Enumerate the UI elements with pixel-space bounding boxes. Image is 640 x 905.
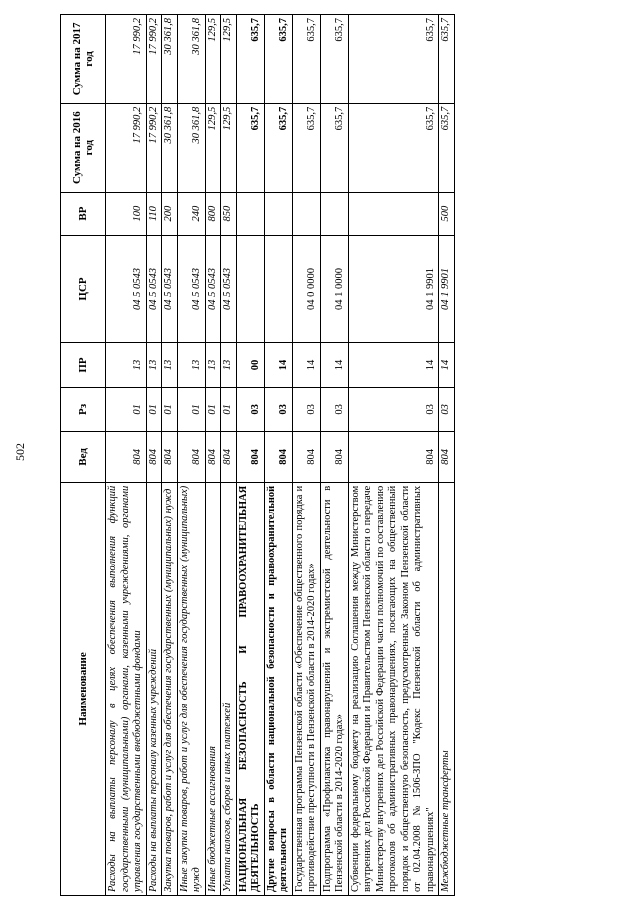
cell-pr: 14 bbox=[292, 343, 320, 387]
cell-name: Расходы на выплаты персоналу казенных учреждений bbox=[146, 482, 162, 895]
cell-sum2017: 635,7 bbox=[236, 15, 264, 104]
cell-name: Иные закупки товаров, работ и услуг для обеспечения государственных (муниципальных) нужд bbox=[177, 482, 205, 895]
cell-name: Уплата налогов, сборов и иных платежей bbox=[221, 482, 237, 895]
cell-sum2017: 129,5 bbox=[205, 15, 221, 104]
cell-csr bbox=[264, 235, 292, 343]
table-row bbox=[292, 15, 320, 896]
table-row bbox=[439, 15, 455, 896]
cell-rz: 01 bbox=[106, 387, 147, 431]
header-name: Наименование bbox=[61, 482, 106, 895]
cell-ved: 804 bbox=[177, 432, 205, 483]
cell-sum2017: 30 361,8 bbox=[162, 15, 178, 104]
cell-vr: 800 bbox=[205, 192, 221, 235]
table-row bbox=[348, 15, 439, 896]
cell-csr: 04 5 0543 bbox=[146, 235, 162, 343]
cell-vr bbox=[320, 192, 348, 235]
cell-pr: 14 bbox=[439, 343, 455, 387]
cell-sum2017: 635,7 bbox=[348, 15, 439, 104]
cell-csr: 04 5 0543 bbox=[221, 235, 237, 343]
cell-vr: 110 bbox=[146, 192, 162, 235]
cell-sum2016: 635,7 bbox=[264, 103, 292, 192]
cell-sum2016: 635,7 bbox=[236, 103, 264, 192]
cell-rz: 03 bbox=[292, 387, 320, 431]
cell-rz: 01 bbox=[162, 387, 178, 431]
cell-sum2017: 635,7 bbox=[320, 15, 348, 104]
cell-vr: 100 bbox=[106, 192, 147, 235]
cell-ved: 804 bbox=[264, 432, 292, 483]
table-row bbox=[264, 15, 292, 896]
cell-sum2017: 30 361,8 bbox=[177, 15, 205, 104]
cell-sum2016: 17 990,2 bbox=[106, 103, 147, 192]
cell-vr bbox=[292, 192, 320, 235]
cell-name: Расходы на выплаты персоналу в целях обеспечения выполнения функций государственными (муниципальными) органами, казенными учреждениями, органами управления государственными внебюджетными фондами bbox=[106, 482, 147, 895]
table-row bbox=[177, 15, 205, 896]
cell-sum2016: 129,5 bbox=[205, 103, 221, 192]
cell-rz: 01 bbox=[205, 387, 221, 431]
cell-csr: 04 5 0543 bbox=[162, 235, 178, 343]
cell-sum2017: 635,7 bbox=[292, 15, 320, 104]
cell-name: Другие вопросы в области национальной безопасности и правоохранительной деятельности bbox=[264, 482, 292, 895]
cell-rz: 03 bbox=[264, 387, 292, 431]
cell-csr: 04 1 9901 bbox=[348, 235, 439, 343]
cell-ved: 804 bbox=[439, 432, 455, 483]
cell-pr: 14 bbox=[264, 343, 292, 387]
cell-rz: 03 bbox=[320, 387, 348, 431]
header-csr: ЦСР bbox=[61, 235, 106, 343]
header-rz: Рз bbox=[61, 387, 106, 431]
cell-sum2017: 635,7 bbox=[264, 15, 292, 104]
cell-name: Государственная программа Пензенской области «Обеспечение общественного порядка и противодействие преступности в Пензенской области в 2014-2020 годах» bbox=[292, 482, 320, 895]
cell-sum2016: 30 361,8 bbox=[177, 103, 205, 192]
cell-sum2016: 635,7 bbox=[348, 103, 439, 192]
cell-ved: 804 bbox=[221, 432, 237, 483]
cell-vr bbox=[236, 192, 264, 235]
cell-rz: 03 bbox=[348, 387, 439, 431]
cell-vr: 850 bbox=[221, 192, 237, 235]
cell-pr: 13 bbox=[205, 343, 221, 387]
cell-pr: 13 bbox=[177, 343, 205, 387]
table-row bbox=[320, 15, 348, 896]
cell-ved: 804 bbox=[320, 432, 348, 483]
cell-sum2017: 635,7 bbox=[439, 15, 455, 104]
budget-table bbox=[60, 14, 455, 896]
header-vr: ВР bbox=[61, 192, 106, 235]
cell-ved: 804 bbox=[146, 432, 162, 483]
cell-vr bbox=[264, 192, 292, 235]
table-row bbox=[236, 15, 264, 896]
cell-csr: 04 0 0000 bbox=[292, 235, 320, 343]
cell-ved: 804 bbox=[236, 432, 264, 483]
cell-ved: 804 bbox=[292, 432, 320, 483]
header-ved: Вед bbox=[61, 432, 106, 483]
page-number: 502 bbox=[13, 443, 27, 462]
cell-rz: 01 bbox=[221, 387, 237, 431]
cell-sum2017: 17 990,2 bbox=[106, 15, 147, 104]
header-row bbox=[61, 15, 106, 896]
table-row bbox=[146, 15, 162, 896]
cell-name: Подпрограмма «Профилактика правонарушений и экстремистской деятельности в Пензенской области в 2014-2020 годах» bbox=[320, 482, 348, 895]
cell-name: Иные бюджетные ассигнования bbox=[205, 482, 221, 895]
cell-pr: 13 bbox=[106, 343, 147, 387]
cell-sum2017: 17 990,2 bbox=[146, 15, 162, 104]
table-row bbox=[205, 15, 221, 896]
cell-vr: 200 bbox=[162, 192, 178, 235]
cell-sum2016: 17 990,2 bbox=[146, 103, 162, 192]
cell-ved: 804 bbox=[162, 432, 178, 483]
cell-vr bbox=[348, 192, 439, 235]
cell-ved: 804 bbox=[106, 432, 147, 483]
cell-name: НАЦИОНАЛЬНАЯ БЕЗОПАСНОСТЬ И ПРАВООХРАНИТЕЛЬНАЯ ДЕЯТЕЛЬНОСТЬ bbox=[236, 482, 264, 895]
cell-pr: 14 bbox=[320, 343, 348, 387]
cell-ved: 804 bbox=[205, 432, 221, 483]
cell-sum2016: 129,5 bbox=[221, 103, 237, 192]
cell-vr: 500 bbox=[439, 192, 455, 235]
cell-csr: 04 1 0000 bbox=[320, 235, 348, 343]
cell-csr: 04 1 9901 bbox=[439, 235, 455, 343]
cell-csr bbox=[236, 235, 264, 343]
cell-vr: 240 bbox=[177, 192, 205, 235]
header-sum-2016: Сумма на 2016 год bbox=[61, 103, 106, 192]
cell-name: Закупка товаров, работ и услуг для обеспечения государственных (муниципальных) нужд bbox=[162, 482, 178, 895]
cell-pr: 13 bbox=[162, 343, 178, 387]
header-sum-2017: Сумма на 2017 год bbox=[61, 15, 106, 104]
table-row bbox=[221, 15, 237, 896]
cell-sum2016: 30 361,8 bbox=[162, 103, 178, 192]
cell-sum2017: 129,5 bbox=[221, 15, 237, 104]
cell-csr: 04 5 0543 bbox=[106, 235, 147, 343]
cell-name: Субвенции федеральному бюджету на реализацию Соглашения между Министерством внутренних дел Российской Федерации и Правительством Пензенской области о передаче Министерству внутренних дел Российской Федерации части полномочий по составлению протоколов об административных правонарушениях, посягающих на общественный порядок и общественную безопасность, предусмотренных Законом Пензенской области от 02.04.2008 №1506-ЗПО "Кодекс Пензенской области об административных правонарушениях" bbox=[348, 482, 439, 895]
cell-csr: 04 5 0543 bbox=[205, 235, 221, 343]
cell-rz: 03 bbox=[439, 387, 455, 431]
cell-pr: 00 bbox=[236, 343, 264, 387]
cell-pr: 13 bbox=[221, 343, 237, 387]
table-row bbox=[106, 15, 147, 896]
cell-name: Межбюджетные трансферты bbox=[439, 482, 455, 895]
cell-rz: 01 bbox=[146, 387, 162, 431]
cell-sum2016: 635,7 bbox=[439, 103, 455, 192]
cell-sum2016: 635,7 bbox=[320, 103, 348, 192]
cell-rz: 01 bbox=[177, 387, 205, 431]
cell-rz: 03 bbox=[236, 387, 264, 431]
cell-pr: 13 bbox=[146, 343, 162, 387]
cell-sum2016: 635,7 bbox=[292, 103, 320, 192]
header-pr: ПР bbox=[61, 343, 106, 387]
table-row bbox=[162, 15, 178, 896]
cell-csr: 04 5 0543 bbox=[177, 235, 205, 343]
cell-ved: 804 bbox=[348, 432, 439, 483]
cell-pr: 14 bbox=[348, 343, 439, 387]
